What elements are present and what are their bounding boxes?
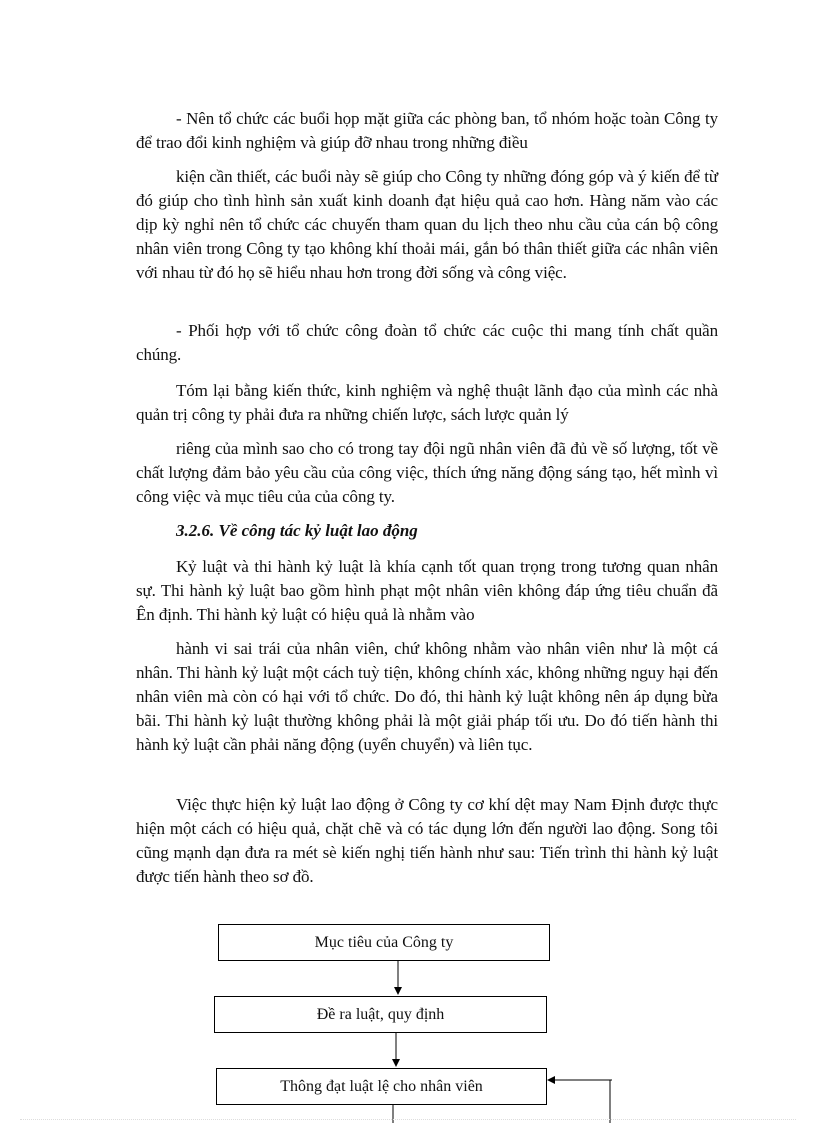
flow-step-2 (214, 996, 547, 1033)
paragraph-3: - Phối hợp với tổ chức công đoàn tổ chức các cuộc thi mang tính chất quần chúng. (136, 321, 718, 364)
paragraph-6: Kỷ luật và thi hành kỷ luật là khía cạnh tốt quan trọng trong tương quan nhân sự. Thi hành kỷ luật bao gồm hình phạt một nhân viên không đáp ứng tiêu chuẩn đã Ên định. Thi hành kỷ luật có hiệu quả là nhằm vào (136, 557, 718, 624)
paragraph-2: kiện cần thiết, các buổi này sẽ giúp cho Công ty những đóng góp và ý kiến để từ đó giúp cho tình hình sản xuất kinh doanh đạt hiệu quả cao hơn. Hàng năm vào các dịp kỳ nghỉ nên tổ chức các chuyến tham quan du lịch theo nhu cầu của cán bộ công nhân viên trong Công ty tạo không khí thoải mái, gắn bó thân thiết giữa các nhân viên với nhau từ đó họ sẽ hiểu nhau hơn trong đời sống và công việc. (136, 167, 718, 282)
flow-step-3-label: Thông đạt luật lệ cho nhân viên (280, 1077, 483, 1095)
paragraph-5: riêng của mình sao cho có trong tay đội ngũ nhân viên đã đủ về số lượng, tốt về chất lượng đảm bảo yêu cầu của công việc, thích ứng năng động sáng tạo, hết mình vì công việc và mục tiêu của của công ty. (136, 439, 718, 506)
paragraph-4: Tóm lại bằng kiến thức, kinh nghiệm và nghệ thuật lãnh đạo của mình các nhà quản trị công ty phải đưa ra những chiến lược, sách lược quản lý (136, 381, 718, 424)
paragraph-1: - Nên tổ chức các buổi họp mặt giữa các phòng ban, tổ nhóm hoặc toàn Công ty để trao đổi kinh nghiệm và giúp đỡ nhau trong những điều (136, 109, 718, 152)
flow-step-3 (216, 1068, 547, 1105)
page-bottom-divider (20, 1119, 796, 1120)
paragraph-7: hành vi sai trái của nhân viên, chứ không nhằm vào nhân viên như là một cá nhân. Thi hành kỷ luật một cách tuỳ tiện, không chính xác, không những nguy hại đến nhân viên mà còn có hại với tổ chức. Do đó, thi hành kỷ luật không nên áp dụng bừa bãi. Thi hành kỷ luật thường không phải là một giải pháp tối ưu. Do đó tiến hành thi hành kỷ luật cần phải năng động (uyển chuyển) và liên tục. (136, 639, 718, 754)
flow-step-1-label: Mục tiêu của Công ty (314, 933, 454, 951)
flow-step-2-label: Đề ra luật, quy định (316, 1005, 445, 1023)
paragraph-8: Việc thực hiện kỷ luật lao động ở Công ty cơ khí dệt may Nam Định được thực hiện một cách có hiệu quả, chặt chẽ và có tác dụng lớn đến người lao động. Song tôi cũng mạnh dạn đưa ra mét sè kiến nghị tiến hành như sau: Tiến trình thi hành kỷ luật được tiến hành theo sơ đồ. (136, 795, 718, 886)
section-heading: 3.2.6. Về công tác kỷ luật lao động (176, 521, 418, 540)
flow-step-1 (218, 924, 550, 961)
